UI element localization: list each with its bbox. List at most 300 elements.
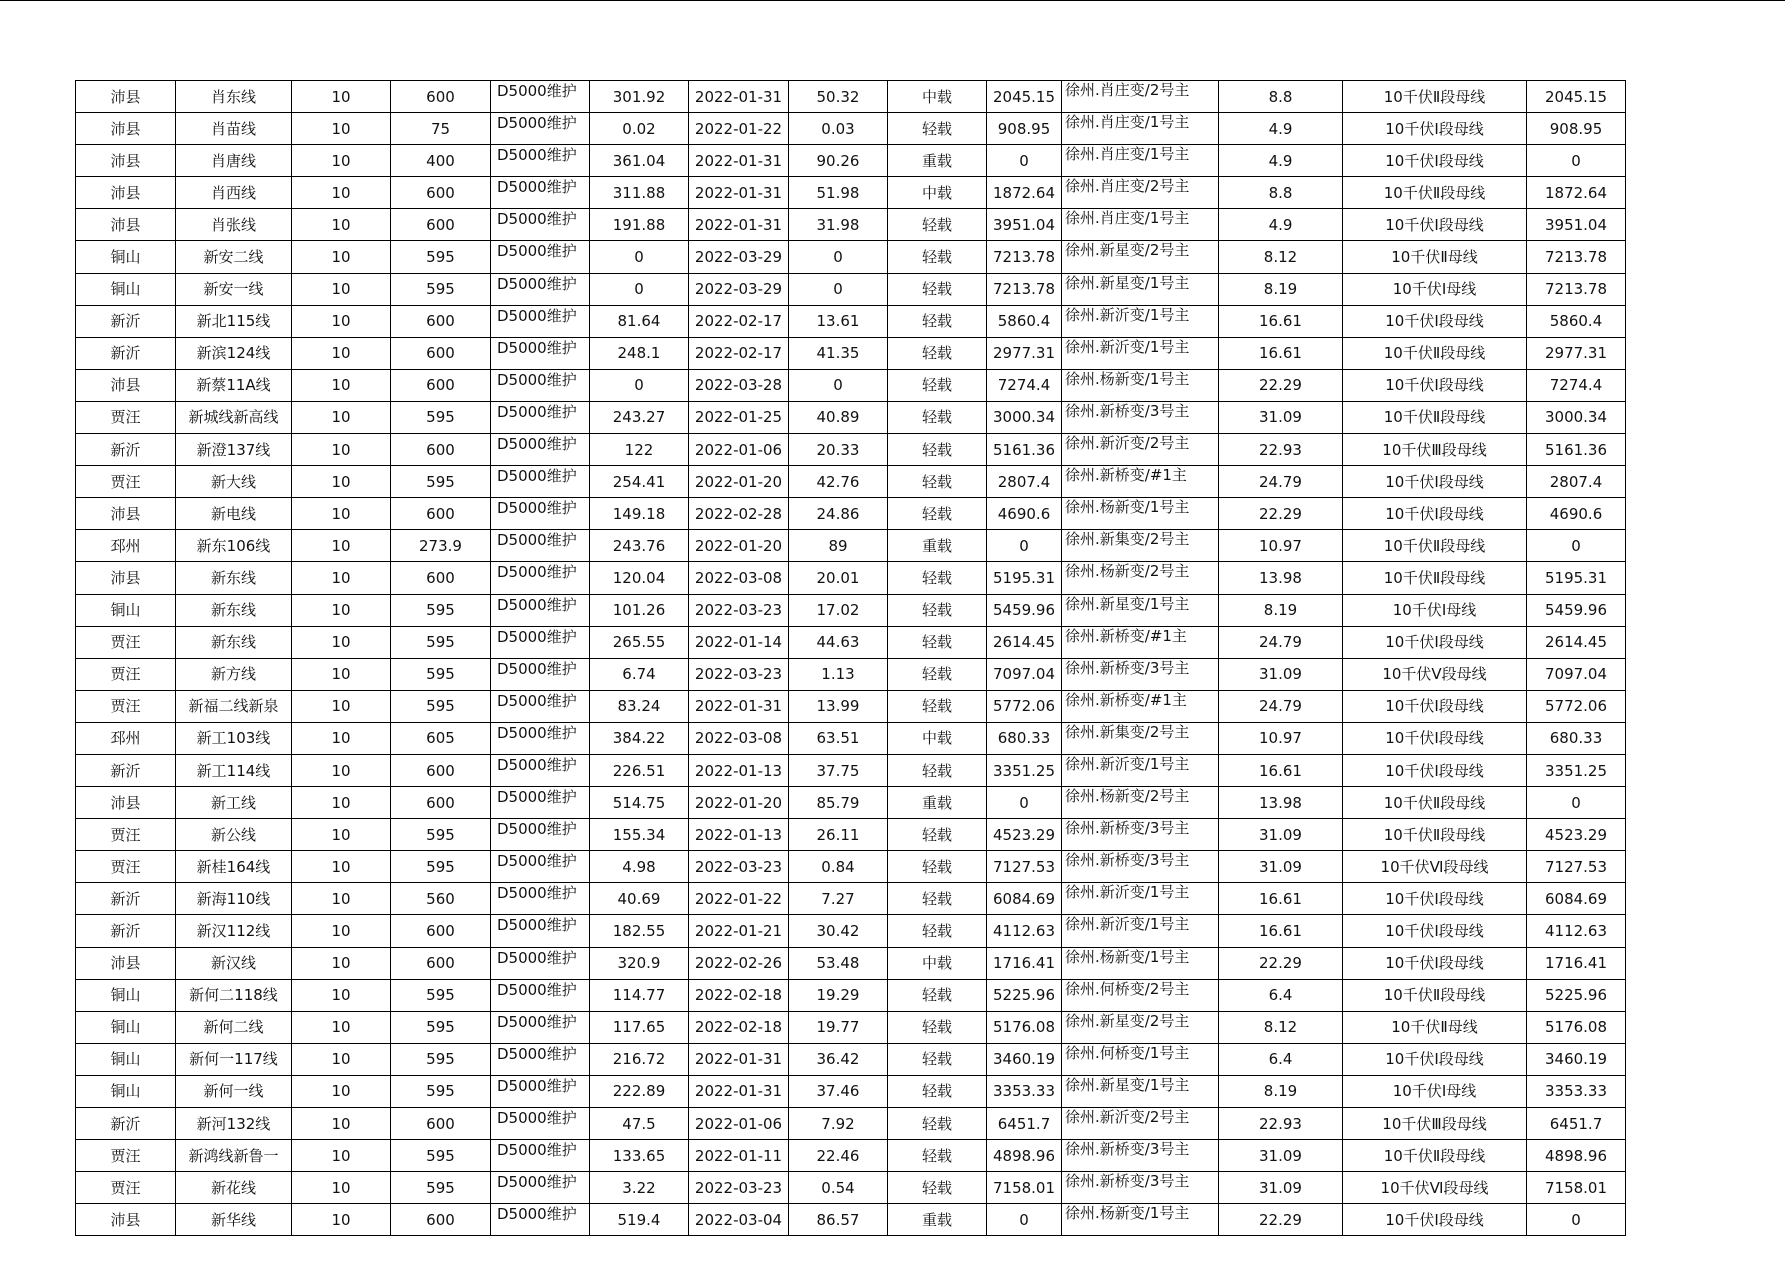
cell-current: 265.55 bbox=[590, 626, 689, 658]
cell-current: 222.89 bbox=[590, 1075, 689, 1107]
cell-load-rate: 85.79 bbox=[789, 787, 888, 819]
cell-load-rate: 0.03 bbox=[789, 113, 888, 145]
cell-transformer: 徐州.何桥变/2号主 bbox=[1062, 979, 1219, 1011]
cell-load-status: 中载 bbox=[888, 81, 987, 113]
cell-district: 新沂 bbox=[76, 915, 176, 947]
cell-district: 贾汪 bbox=[76, 658, 176, 690]
cell-rated-current: 600 bbox=[391, 947, 491, 979]
cell-data-source: D5000维护 bbox=[491, 1204, 590, 1236]
cell-transformer-load: 16.61 bbox=[1219, 305, 1343, 337]
cell-district: 邳州 bbox=[76, 530, 176, 562]
cell-transformer-load: 16.61 bbox=[1219, 337, 1343, 369]
cell-rated-current: 595 bbox=[391, 1075, 491, 1107]
cell-district: 沛县 bbox=[76, 562, 176, 594]
cell-bus-section: 10千伏Ⅱ段母线 bbox=[1343, 562, 1527, 594]
cell-remaining-capacity: 2977.31 bbox=[1527, 337, 1626, 369]
cell-voltage: 10 bbox=[292, 1172, 391, 1204]
table-row bbox=[76, 1108, 1626, 1140]
cell-voltage: 10 bbox=[292, 466, 391, 498]
cell-load-rate: 19.29 bbox=[789, 979, 888, 1011]
cell-bus-section: 10千伏Ⅰ段母线 bbox=[1343, 754, 1527, 786]
cell-current: 0.02 bbox=[590, 113, 689, 145]
cell-rated-current: 600 bbox=[391, 915, 491, 947]
cell-load-status: 轻载 bbox=[888, 434, 987, 466]
cell-line-name: 新安一线 bbox=[176, 273, 292, 305]
cell-bus-section: 10千伏Ⅰ段母线 bbox=[1343, 915, 1527, 947]
cell-rated-current: 595 bbox=[391, 1043, 491, 1075]
cell-load-status: 轻载 bbox=[888, 401, 987, 433]
cell-available-capacity: 4690.6 bbox=[987, 498, 1062, 530]
cell-date: 2022-01-31 bbox=[689, 145, 789, 177]
cell-available-capacity: 2614.45 bbox=[987, 626, 1062, 658]
cell-transformer: 徐州.新星变/1号主 bbox=[1062, 273, 1219, 305]
cell-date: 2022-01-13 bbox=[689, 819, 789, 851]
cell-transformer: 徐州.新桥变/#1主 bbox=[1062, 690, 1219, 722]
cell-transformer: 徐州.肖庄变/1号主 bbox=[1062, 145, 1219, 177]
cell-voltage: 10 bbox=[292, 1140, 391, 1172]
cell-load-rate: 40.89 bbox=[789, 401, 888, 433]
cell-line-name: 新北115线 bbox=[176, 305, 292, 337]
cell-current: 301.92 bbox=[590, 81, 689, 113]
cell-voltage: 10 bbox=[292, 562, 391, 594]
table-body bbox=[76, 81, 1626, 1236]
cell-district: 沛县 bbox=[76, 81, 176, 113]
cell-transformer-load: 31.09 bbox=[1219, 1140, 1343, 1172]
cell-load-status: 轻载 bbox=[888, 305, 987, 337]
cell-current: 0 bbox=[590, 241, 689, 273]
cell-rated-current: 400 bbox=[391, 145, 491, 177]
cell-bus-section: 10千伏Ⅲ段母线 bbox=[1343, 434, 1527, 466]
cell-available-capacity: 7127.53 bbox=[987, 851, 1062, 883]
cell-district: 沛县 bbox=[76, 787, 176, 819]
cell-line-name: 新蔡11A线 bbox=[176, 369, 292, 401]
cell-remaining-capacity: 5161.36 bbox=[1527, 434, 1626, 466]
cell-rated-current: 595 bbox=[391, 819, 491, 851]
cell-load-rate: 0.54 bbox=[789, 1172, 888, 1204]
cell-voltage: 10 bbox=[292, 113, 391, 145]
cell-transformer: 徐州.新星变/1号主 bbox=[1062, 1075, 1219, 1107]
cell-district: 沛县 bbox=[76, 113, 176, 145]
cell-load-rate: 1.13 bbox=[789, 658, 888, 690]
cell-date: 2022-01-31 bbox=[689, 177, 789, 209]
cell-district: 铜山 bbox=[76, 1075, 176, 1107]
cell-transformer-load: 8.12 bbox=[1219, 241, 1343, 273]
cell-district: 铜山 bbox=[76, 241, 176, 273]
table-row bbox=[76, 1011, 1626, 1043]
cell-rated-current: 600 bbox=[391, 81, 491, 113]
cell-load-rate: 22.46 bbox=[789, 1140, 888, 1172]
cell-data-source: D5000维护 bbox=[491, 466, 590, 498]
cell-load-rate: 20.33 bbox=[789, 434, 888, 466]
cell-load-status: 轻载 bbox=[888, 273, 987, 305]
cell-remaining-capacity: 3353.33 bbox=[1527, 1075, 1626, 1107]
cell-rated-current: 600 bbox=[391, 177, 491, 209]
cell-date: 2022-02-18 bbox=[689, 979, 789, 1011]
cell-remaining-capacity: 7213.78 bbox=[1527, 273, 1626, 305]
cell-available-capacity: 2045.15 bbox=[987, 81, 1062, 113]
cell-remaining-capacity: 3000.34 bbox=[1527, 401, 1626, 433]
cell-available-capacity: 3000.34 bbox=[987, 401, 1062, 433]
cell-load-rate: 20.01 bbox=[789, 562, 888, 594]
cell-line-name: 新滨124线 bbox=[176, 337, 292, 369]
cell-current: 226.51 bbox=[590, 754, 689, 786]
cell-data-source: D5000维护 bbox=[491, 915, 590, 947]
cell-load-rate: 13.61 bbox=[789, 305, 888, 337]
cell-district: 沛县 bbox=[76, 369, 176, 401]
cell-load-rate: 7.27 bbox=[789, 883, 888, 915]
cell-remaining-capacity: 7127.53 bbox=[1527, 851, 1626, 883]
cell-voltage: 10 bbox=[292, 530, 391, 562]
cell-rated-current: 600 bbox=[391, 1204, 491, 1236]
cell-line-name: 新鸿线新鲁一 bbox=[176, 1140, 292, 1172]
cell-date: 2022-02-28 bbox=[689, 498, 789, 530]
cell-load-status: 轻载 bbox=[888, 851, 987, 883]
cell-voltage: 10 bbox=[292, 177, 391, 209]
table-row bbox=[76, 1140, 1626, 1172]
cell-transformer-load: 24.79 bbox=[1219, 626, 1343, 658]
cell-remaining-capacity: 2614.45 bbox=[1527, 626, 1626, 658]
cell-rated-current: 595 bbox=[391, 273, 491, 305]
cell-load-rate: 89 bbox=[789, 530, 888, 562]
cell-bus-section: 10千伏Ⅰ段母线 bbox=[1343, 1204, 1527, 1236]
table-row bbox=[76, 1075, 1626, 1107]
cell-bus-section: 10千伏Ⅰ段母线 bbox=[1343, 498, 1527, 530]
cell-line-name: 新华线 bbox=[176, 1204, 292, 1236]
cell-transformer: 徐州.新沂变/1号主 bbox=[1062, 337, 1219, 369]
cell-transformer-load: 4.9 bbox=[1219, 209, 1343, 241]
cell-transformer-load: 22.93 bbox=[1219, 1108, 1343, 1140]
cell-district: 沛县 bbox=[76, 209, 176, 241]
cell-load-status: 重载 bbox=[888, 145, 987, 177]
cell-available-capacity: 0 bbox=[987, 1204, 1062, 1236]
cell-date: 2022-01-21 bbox=[689, 915, 789, 947]
cell-line-name: 新桂164线 bbox=[176, 851, 292, 883]
cell-district: 沛县 bbox=[76, 145, 176, 177]
table-row bbox=[76, 209, 1626, 241]
cell-remaining-capacity: 3351.25 bbox=[1527, 754, 1626, 786]
cell-transformer-load: 10.97 bbox=[1219, 722, 1343, 754]
cell-load-status: 轻载 bbox=[888, 241, 987, 273]
cell-remaining-capacity: 5459.96 bbox=[1527, 594, 1626, 626]
cell-data-source: D5000维护 bbox=[491, 658, 590, 690]
cell-district: 贾汪 bbox=[76, 1172, 176, 1204]
table-row bbox=[76, 305, 1626, 337]
cell-date: 2022-03-23 bbox=[689, 851, 789, 883]
cell-voltage: 10 bbox=[292, 401, 391, 433]
cell-voltage: 10 bbox=[292, 690, 391, 722]
cell-voltage: 10 bbox=[292, 883, 391, 915]
cell-voltage: 10 bbox=[292, 337, 391, 369]
cell-available-capacity: 1716.41 bbox=[987, 947, 1062, 979]
table-row bbox=[76, 81, 1626, 113]
cell-available-capacity: 7213.78 bbox=[987, 273, 1062, 305]
cell-line-name: 新公线 bbox=[176, 819, 292, 851]
cell-line-name: 新何一线 bbox=[176, 1075, 292, 1107]
cell-load-status: 轻载 bbox=[888, 337, 987, 369]
cell-date: 2022-03-28 bbox=[689, 369, 789, 401]
cell-date: 2022-01-13 bbox=[689, 754, 789, 786]
cell-bus-section: 10千伏Ⅰ段母线 bbox=[1343, 369, 1527, 401]
cell-line-name: 新电线 bbox=[176, 498, 292, 530]
cell-remaining-capacity: 6451.7 bbox=[1527, 1108, 1626, 1140]
cell-line-name: 新工线 bbox=[176, 787, 292, 819]
cell-data-source: D5000维护 bbox=[491, 979, 590, 1011]
cell-remaining-capacity: 7097.04 bbox=[1527, 658, 1626, 690]
cell-current: 182.55 bbox=[590, 915, 689, 947]
cell-transformer-load: 6.4 bbox=[1219, 1043, 1343, 1075]
cell-transformer: 徐州.杨新变/1号主 bbox=[1062, 369, 1219, 401]
cell-transformer: 徐州.新沂变/2号主 bbox=[1062, 434, 1219, 466]
cell-current: 122 bbox=[590, 434, 689, 466]
cell-rated-current: 600 bbox=[391, 754, 491, 786]
cell-current: 133.65 bbox=[590, 1140, 689, 1172]
cell-available-capacity: 5195.31 bbox=[987, 562, 1062, 594]
cell-transformer: 徐州.新桥变/3号主 bbox=[1062, 819, 1219, 851]
cell-line-name: 新福二线新泉 bbox=[176, 690, 292, 722]
cell-transformer: 徐州.杨新变/1号主 bbox=[1062, 947, 1219, 979]
table-row bbox=[76, 594, 1626, 626]
cell-current: 361.04 bbox=[590, 145, 689, 177]
cell-transformer: 徐州.新集变/2号主 bbox=[1062, 530, 1219, 562]
cell-available-capacity: 0 bbox=[987, 787, 1062, 819]
cell-rated-current: 600 bbox=[391, 337, 491, 369]
cell-date: 2022-01-31 bbox=[689, 209, 789, 241]
cell-transformer-load: 22.29 bbox=[1219, 1204, 1343, 1236]
cell-district: 铜山 bbox=[76, 1011, 176, 1043]
cell-date: 2022-01-14 bbox=[689, 626, 789, 658]
cell-line-name: 新东线 bbox=[176, 626, 292, 658]
cell-data-source: D5000维护 bbox=[491, 81, 590, 113]
cell-current: 117.65 bbox=[590, 1011, 689, 1043]
cell-district: 沛县 bbox=[76, 947, 176, 979]
cell-rated-current: 600 bbox=[391, 369, 491, 401]
cell-data-source: D5000维护 bbox=[491, 754, 590, 786]
cell-data-source: D5000维护 bbox=[491, 209, 590, 241]
cell-available-capacity: 7097.04 bbox=[987, 658, 1062, 690]
cell-current: 83.24 bbox=[590, 690, 689, 722]
cell-voltage: 10 bbox=[292, 1108, 391, 1140]
cell-voltage: 10 bbox=[292, 369, 391, 401]
cell-bus-section: 10千伏Ⅰ段母线 bbox=[1343, 947, 1527, 979]
cell-load-status: 中载 bbox=[888, 722, 987, 754]
cell-load-status: 重载 bbox=[888, 787, 987, 819]
cell-date: 2022-01-20 bbox=[689, 466, 789, 498]
cell-voltage: 10 bbox=[292, 1204, 391, 1236]
cell-transformer: 徐州.新沂变/1号主 bbox=[1062, 883, 1219, 915]
cell-load-rate: 0 bbox=[789, 241, 888, 273]
cell-rated-current: 560 bbox=[391, 883, 491, 915]
cell-transformer: 徐州.杨新变/1号主 bbox=[1062, 1204, 1219, 1236]
cell-current: 47.5 bbox=[590, 1108, 689, 1140]
table-row bbox=[76, 787, 1626, 819]
cell-line-name: 新何二118线 bbox=[176, 979, 292, 1011]
cell-rated-current: 595 bbox=[391, 1011, 491, 1043]
cell-load-rate: 37.46 bbox=[789, 1075, 888, 1107]
cell-date: 2022-03-23 bbox=[689, 1172, 789, 1204]
cell-data-source: D5000维护 bbox=[491, 722, 590, 754]
cell-load-rate: 53.48 bbox=[789, 947, 888, 979]
cell-current: 4.98 bbox=[590, 851, 689, 883]
table-row bbox=[76, 273, 1626, 305]
cell-current: 120.04 bbox=[590, 562, 689, 594]
cell-data-source: D5000维护 bbox=[491, 1140, 590, 1172]
cell-load-status: 轻载 bbox=[888, 1108, 987, 1140]
cell-load-rate: 31.98 bbox=[789, 209, 888, 241]
cell-transformer-load: 31.09 bbox=[1219, 658, 1343, 690]
cell-available-capacity: 680.33 bbox=[987, 722, 1062, 754]
cell-voltage: 10 bbox=[292, 241, 391, 273]
cell-rated-current: 595 bbox=[391, 979, 491, 1011]
cell-current: 0 bbox=[590, 273, 689, 305]
cell-transformer-load: 8.8 bbox=[1219, 81, 1343, 113]
cell-transformer: 徐州.新集变/2号主 bbox=[1062, 722, 1219, 754]
cell-load-rate: 17.02 bbox=[789, 594, 888, 626]
cell-transformer: 徐州.新星变/2号主 bbox=[1062, 1011, 1219, 1043]
cell-available-capacity: 5225.96 bbox=[987, 979, 1062, 1011]
table-row bbox=[76, 434, 1626, 466]
cell-load-status: 轻载 bbox=[888, 979, 987, 1011]
cell-transformer: 徐州.新桥变/3号主 bbox=[1062, 658, 1219, 690]
cell-available-capacity: 5161.36 bbox=[987, 434, 1062, 466]
cell-load-status: 轻载 bbox=[888, 209, 987, 241]
cell-available-capacity: 6451.7 bbox=[987, 1108, 1062, 1140]
cell-voltage: 10 bbox=[292, 273, 391, 305]
cell-transformer-load: 31.09 bbox=[1219, 1172, 1343, 1204]
cell-voltage: 10 bbox=[292, 305, 391, 337]
cell-line-name: 肖张线 bbox=[176, 209, 292, 241]
cell-date: 2022-03-29 bbox=[689, 273, 789, 305]
cell-bus-section: 10千伏Ⅰ段母线 bbox=[1343, 626, 1527, 658]
cell-data-source: D5000维护 bbox=[491, 819, 590, 851]
cell-load-status: 重载 bbox=[888, 1204, 987, 1236]
cell-date: 2022-01-25 bbox=[689, 401, 789, 433]
cell-transformer: 徐州.肖庄变/2号主 bbox=[1062, 81, 1219, 113]
cell-load-rate: 36.42 bbox=[789, 1043, 888, 1075]
cell-rated-current: 595 bbox=[391, 626, 491, 658]
cell-load-status: 轻载 bbox=[888, 819, 987, 851]
cell-remaining-capacity: 0 bbox=[1527, 1204, 1626, 1236]
cell-transformer: 徐州.新桥变/3号主 bbox=[1062, 1140, 1219, 1172]
table-row bbox=[76, 241, 1626, 273]
cell-district: 沛县 bbox=[76, 498, 176, 530]
cell-transformer: 徐州.新星变/2号主 bbox=[1062, 241, 1219, 273]
table-row bbox=[76, 851, 1626, 883]
cell-bus-section: 10千伏Ⅰ母线 bbox=[1343, 1075, 1527, 1107]
cell-line-name: 新工114线 bbox=[176, 754, 292, 786]
cell-line-name: 新安二线 bbox=[176, 241, 292, 273]
cell-line-name: 新花线 bbox=[176, 1172, 292, 1204]
cell-available-capacity: 4112.63 bbox=[987, 915, 1062, 947]
cell-voltage: 10 bbox=[292, 145, 391, 177]
cell-bus-section: 10千伏Ⅱ母线 bbox=[1343, 241, 1527, 273]
cell-remaining-capacity: 0 bbox=[1527, 145, 1626, 177]
cell-current: 101.26 bbox=[590, 594, 689, 626]
cell-data-source: D5000维护 bbox=[491, 337, 590, 369]
cell-bus-section: 10千伏Ⅱ段母线 bbox=[1343, 401, 1527, 433]
cell-data-source: D5000维护 bbox=[491, 177, 590, 209]
cell-rated-current: 273.9 bbox=[391, 530, 491, 562]
cell-data-source: D5000维护 bbox=[491, 273, 590, 305]
table-row bbox=[76, 145, 1626, 177]
cell-current: 254.41 bbox=[590, 466, 689, 498]
cell-rated-current: 75 bbox=[391, 113, 491, 145]
cell-date: 2022-03-23 bbox=[689, 658, 789, 690]
cell-transformer: 徐州.肖庄变/1号主 bbox=[1062, 113, 1219, 145]
cell-district: 新沂 bbox=[76, 883, 176, 915]
cell-load-rate: 50.32 bbox=[789, 81, 888, 113]
cell-district: 铜山 bbox=[76, 979, 176, 1011]
cell-data-source: D5000维护 bbox=[491, 883, 590, 915]
table-row bbox=[76, 754, 1626, 786]
cell-line-name: 新河132线 bbox=[176, 1108, 292, 1140]
cell-date: 2022-01-22 bbox=[689, 883, 789, 915]
cell-bus-section: 10千伏Ⅱ母线 bbox=[1343, 1011, 1527, 1043]
cell-load-rate: 90.26 bbox=[789, 145, 888, 177]
cell-load-status: 轻载 bbox=[888, 1011, 987, 1043]
cell-load-rate: 0.84 bbox=[789, 851, 888, 883]
cell-remaining-capacity: 7213.78 bbox=[1527, 241, 1626, 273]
cell-current: 3.22 bbox=[590, 1172, 689, 1204]
cell-bus-section: 10千伏Ⅱ段母线 bbox=[1343, 177, 1527, 209]
cell-district: 新沂 bbox=[76, 1108, 176, 1140]
cell-bus-section: 10千伏Ⅰ母线 bbox=[1343, 594, 1527, 626]
cell-voltage: 10 bbox=[292, 819, 391, 851]
cell-date: 2022-03-08 bbox=[689, 722, 789, 754]
cell-data-source: D5000维护 bbox=[491, 241, 590, 273]
cell-remaining-capacity: 5176.08 bbox=[1527, 1011, 1626, 1043]
cell-line-name: 新东106线 bbox=[176, 530, 292, 562]
cell-rated-current: 600 bbox=[391, 434, 491, 466]
cell-transformer-load: 31.09 bbox=[1219, 851, 1343, 883]
cell-rated-current: 595 bbox=[391, 1172, 491, 1204]
cell-line-name: 新汉112线 bbox=[176, 915, 292, 947]
cell-current: 311.88 bbox=[590, 177, 689, 209]
cell-current: 81.64 bbox=[590, 305, 689, 337]
cell-district: 贾汪 bbox=[76, 819, 176, 851]
cell-bus-section: 10千伏Ⅵ段母线 bbox=[1343, 1172, 1527, 1204]
cell-current: 514.75 bbox=[590, 787, 689, 819]
cell-load-status: 轻载 bbox=[888, 883, 987, 915]
cell-remaining-capacity: 5225.96 bbox=[1527, 979, 1626, 1011]
cell-bus-section: 10千伏Ⅱ段母线 bbox=[1343, 787, 1527, 819]
cell-load-rate: 41.35 bbox=[789, 337, 888, 369]
cell-available-capacity: 3460.19 bbox=[987, 1043, 1062, 1075]
cell-transformer-load: 22.29 bbox=[1219, 369, 1343, 401]
cell-transformer-load: 13.98 bbox=[1219, 562, 1343, 594]
cell-remaining-capacity: 6084.69 bbox=[1527, 883, 1626, 915]
cell-current: 6.74 bbox=[590, 658, 689, 690]
cell-load-rate: 86.57 bbox=[789, 1204, 888, 1236]
cell-bus-section: 10千伏Ⅵ段母线 bbox=[1343, 851, 1527, 883]
cell-line-name: 肖苗线 bbox=[176, 113, 292, 145]
cell-remaining-capacity: 908.95 bbox=[1527, 113, 1626, 145]
cell-remaining-capacity: 7158.01 bbox=[1527, 1172, 1626, 1204]
cell-available-capacity: 3351.25 bbox=[987, 754, 1062, 786]
cell-transformer: 徐州.新桥变/#1主 bbox=[1062, 626, 1219, 658]
cell-transformer-load: 24.79 bbox=[1219, 466, 1343, 498]
cell-date: 2022-02-17 bbox=[689, 305, 789, 337]
cell-available-capacity: 4898.96 bbox=[987, 1140, 1062, 1172]
cell-district: 贾汪 bbox=[76, 690, 176, 722]
cell-transformer-load: 13.98 bbox=[1219, 787, 1343, 819]
cell-bus-section: 10千伏Ⅰ段母线 bbox=[1343, 883, 1527, 915]
cell-transformer-load: 8.19 bbox=[1219, 594, 1343, 626]
cell-transformer: 徐州.肖庄变/2号主 bbox=[1062, 177, 1219, 209]
cell-data-source: D5000维护 bbox=[491, 434, 590, 466]
cell-line-name: 新工103线 bbox=[176, 722, 292, 754]
cell-rated-current: 595 bbox=[391, 690, 491, 722]
cell-rated-current: 605 bbox=[391, 722, 491, 754]
